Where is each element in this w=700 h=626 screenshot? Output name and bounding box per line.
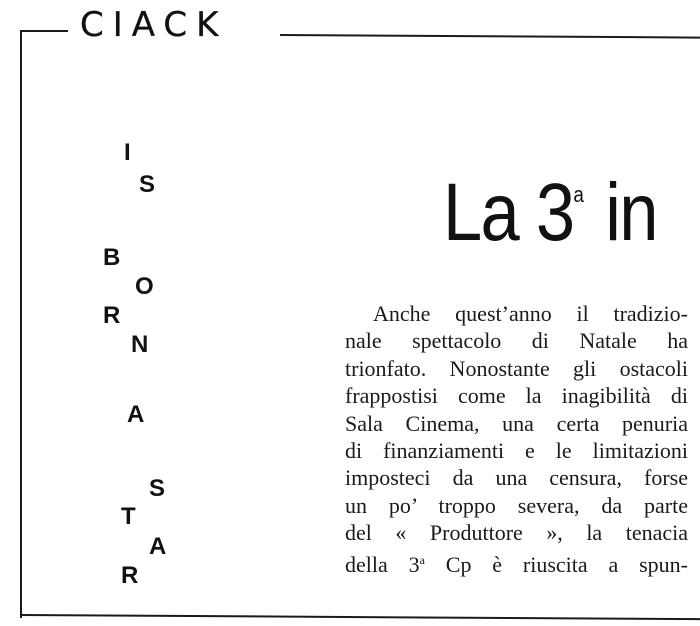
vertical-letter: R	[121, 562, 139, 589]
top-rule-left	[20, 30, 68, 32]
vertical-letter: N	[131, 331, 149, 358]
last-line-suffix: Cp è riuscita a spun-	[424, 551, 688, 577]
last-line-prefix: della 3	[345, 551, 420, 577]
body-line-last	[345, 547, 688, 577]
body-line: Sala Cinema, una certa penuria	[345, 410, 688, 436]
section-title: CIACK	[80, 5, 228, 45]
headline-suffix: in	[605, 167, 657, 258]
body-line: Anche quest’anno il tradizio-	[373, 301, 688, 326]
vertical-letter: S	[139, 171, 156, 198]
vertical-letter: A	[127, 401, 145, 428]
vertical-letter: I	[124, 139, 131, 166]
vertical-letter: S	[149, 475, 166, 502]
body-line: nale spettacolo di Natale ha	[345, 328, 688, 354]
vertical-letter: O	[135, 273, 154, 300]
last-line-superscript: a	[419, 552, 425, 567]
vertical-letter: A	[149, 533, 167, 560]
body-line: del « Produttore », la tenacia	[345, 520, 688, 546]
body-line: imposteci da una censura, forse	[345, 465, 688, 491]
body-line: frappostisi come la inagibilità di	[345, 383, 688, 409]
headline-superscript: a	[573, 182, 584, 207]
top-rule-right	[280, 34, 700, 38]
vertical-letter: R	[103, 302, 121, 329]
body-line: di finanziamenti e le limitazioni	[345, 437, 688, 463]
article-headline	[443, 167, 657, 258]
body-line: trionfato. Nonostante gli ostacoli	[345, 355, 688, 381]
headline-prefix: La 3	[443, 167, 574, 258]
body-line: un po’ troppo severa, da parte	[345, 492, 688, 518]
vertical-letter: T	[121, 503, 136, 530]
bottom-rule	[20, 614, 700, 620]
article-body	[345, 300, 688, 577]
vertical-letter: B	[103, 244, 121, 271]
left-rule	[20, 30, 22, 618]
